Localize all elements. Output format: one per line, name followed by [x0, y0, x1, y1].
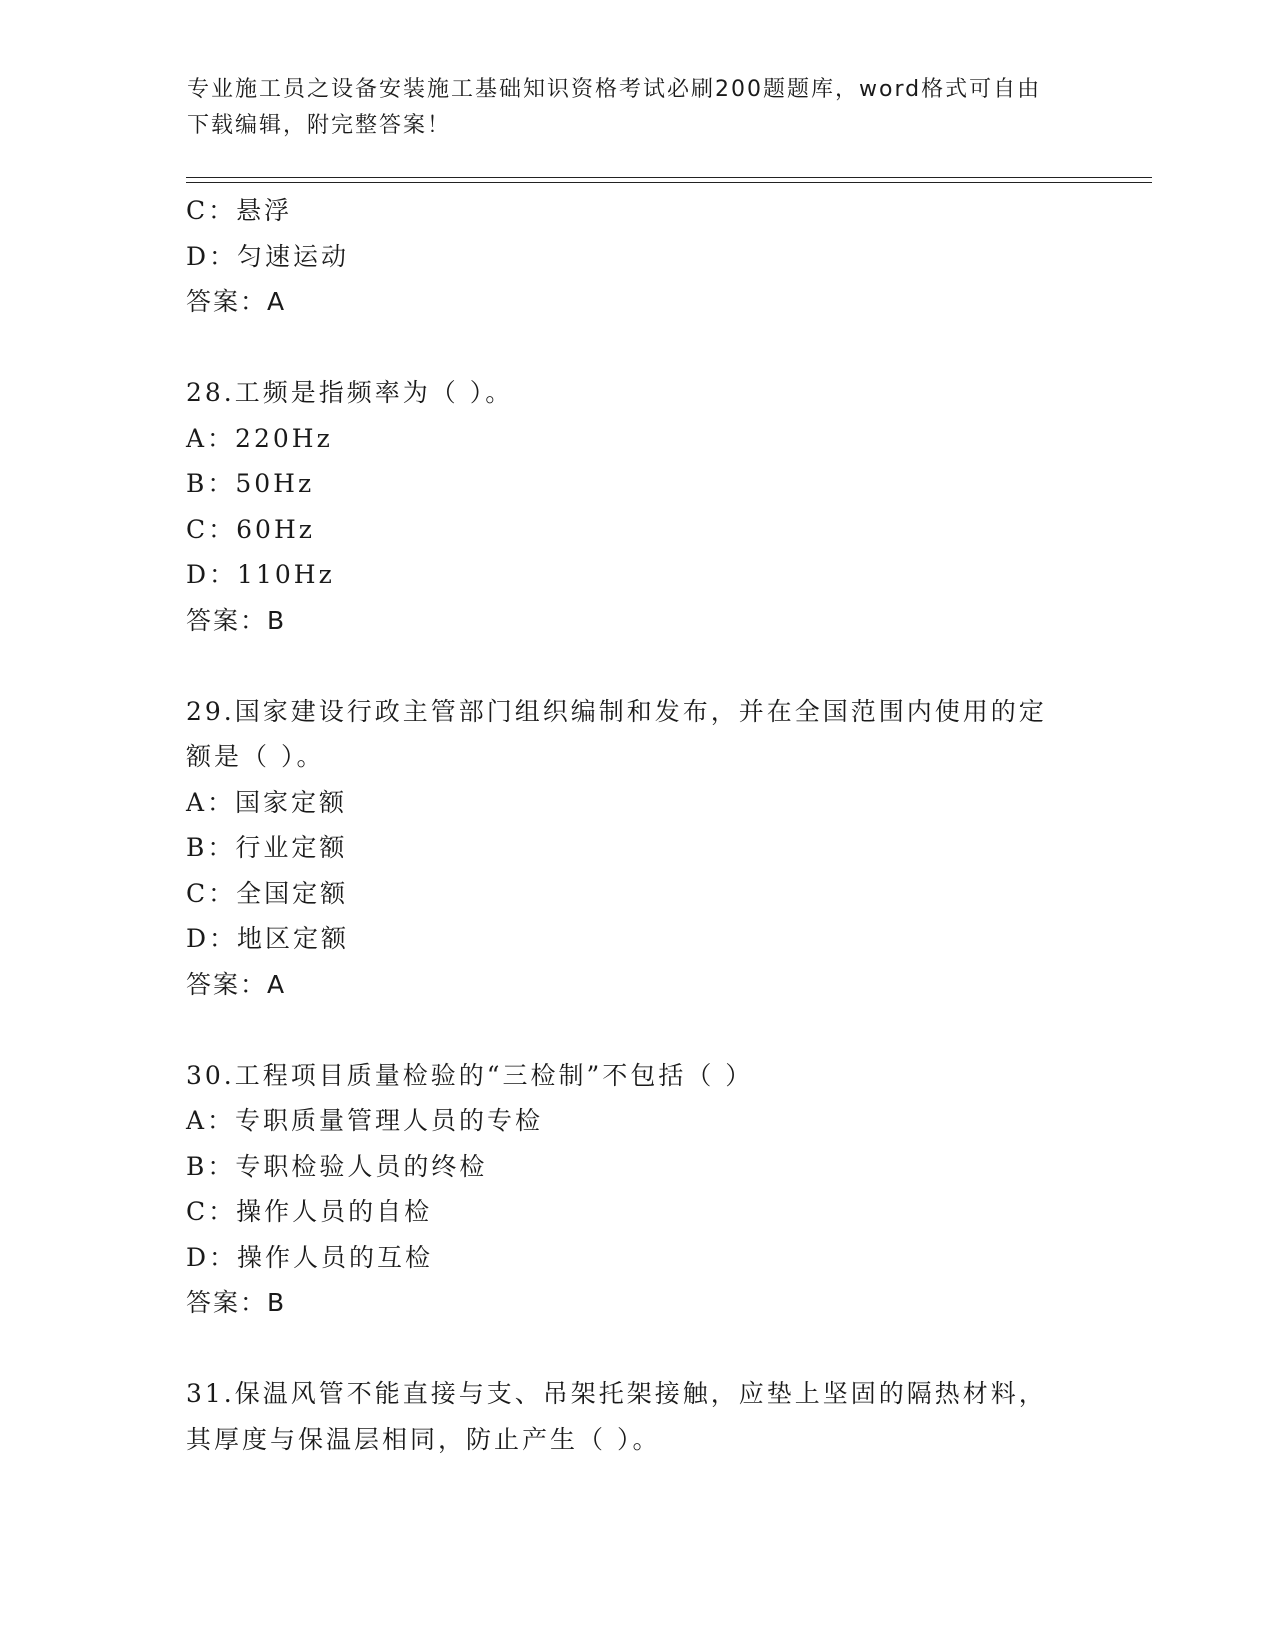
question-28: [186, 370, 1086, 643]
header-divider-top: [186, 177, 1152, 178]
option-d: D：110Hz: [186, 560, 335, 589]
option-d: D：操作人员的互检: [186, 1242, 434, 1272]
answer-line: 答案：A: [186, 969, 287, 999]
option-c: C：悬浮: [186, 196, 293, 225]
option-b: B：50Hz: [186, 469, 315, 498]
option-b: B：专职检验人员的终检: [186, 1151, 488, 1181]
answer-line: 答案：B: [186, 1288, 287, 1317]
option-d: D：匀速运动: [186, 241, 350, 271]
answer-line: 答案：A: [186, 287, 287, 316]
question-27-continued: [186, 188, 1086, 325]
question-stem: 28.工频是指频率为（ ）。: [186, 378, 514, 407]
question-30: [186, 1053, 1086, 1326]
option-a: A：国家定额: [186, 787, 348, 817]
header-line-1: 专业施工员之设备安装施工基础知识资格考试必刷200题题库，word格式可自由: [187, 77, 1042, 102]
document-header: [187, 72, 1067, 144]
header-line-2: 下载编辑，附完整答案！: [187, 113, 452, 138]
question-stem-continued: 其厚度与保温层相同，防止产生（ ）。: [186, 1424, 661, 1454]
option-b: B：行业定额: [186, 833, 348, 862]
option-a: A：专职质量管理人员的专检: [186, 1106, 544, 1135]
header-divider-bottom: [186, 182, 1152, 183]
option-c: C：全国定额: [186, 878, 349, 908]
option-c: C：60Hz: [186, 514, 315, 544]
option-c: C：操作人员的自检: [186, 1197, 433, 1226]
question-stem: 29.国家建设行政主管部门组织编制和发布，并在全国范围内使用的定: [186, 696, 1047, 726]
question-31: [186, 1371, 1086, 1462]
question-stem-continued: 额是（ ）。: [186, 742, 325, 771]
option-a: A：220Hz: [186, 423, 333, 453]
answer-line: 答案：B: [186, 605, 287, 635]
question-list: [186, 188, 1086, 1462]
question-stem: 30.工程项目质量检验的“三检制”不包括（ ）: [186, 1060, 754, 1090]
question-stem: 31.保温风管不能直接与支、吊架托架接触，应垫上坚固的隔热材料，: [186, 1379, 1047, 1408]
question-29: [186, 689, 1086, 1008]
option-d: D：地区定额: [186, 924, 350, 953]
